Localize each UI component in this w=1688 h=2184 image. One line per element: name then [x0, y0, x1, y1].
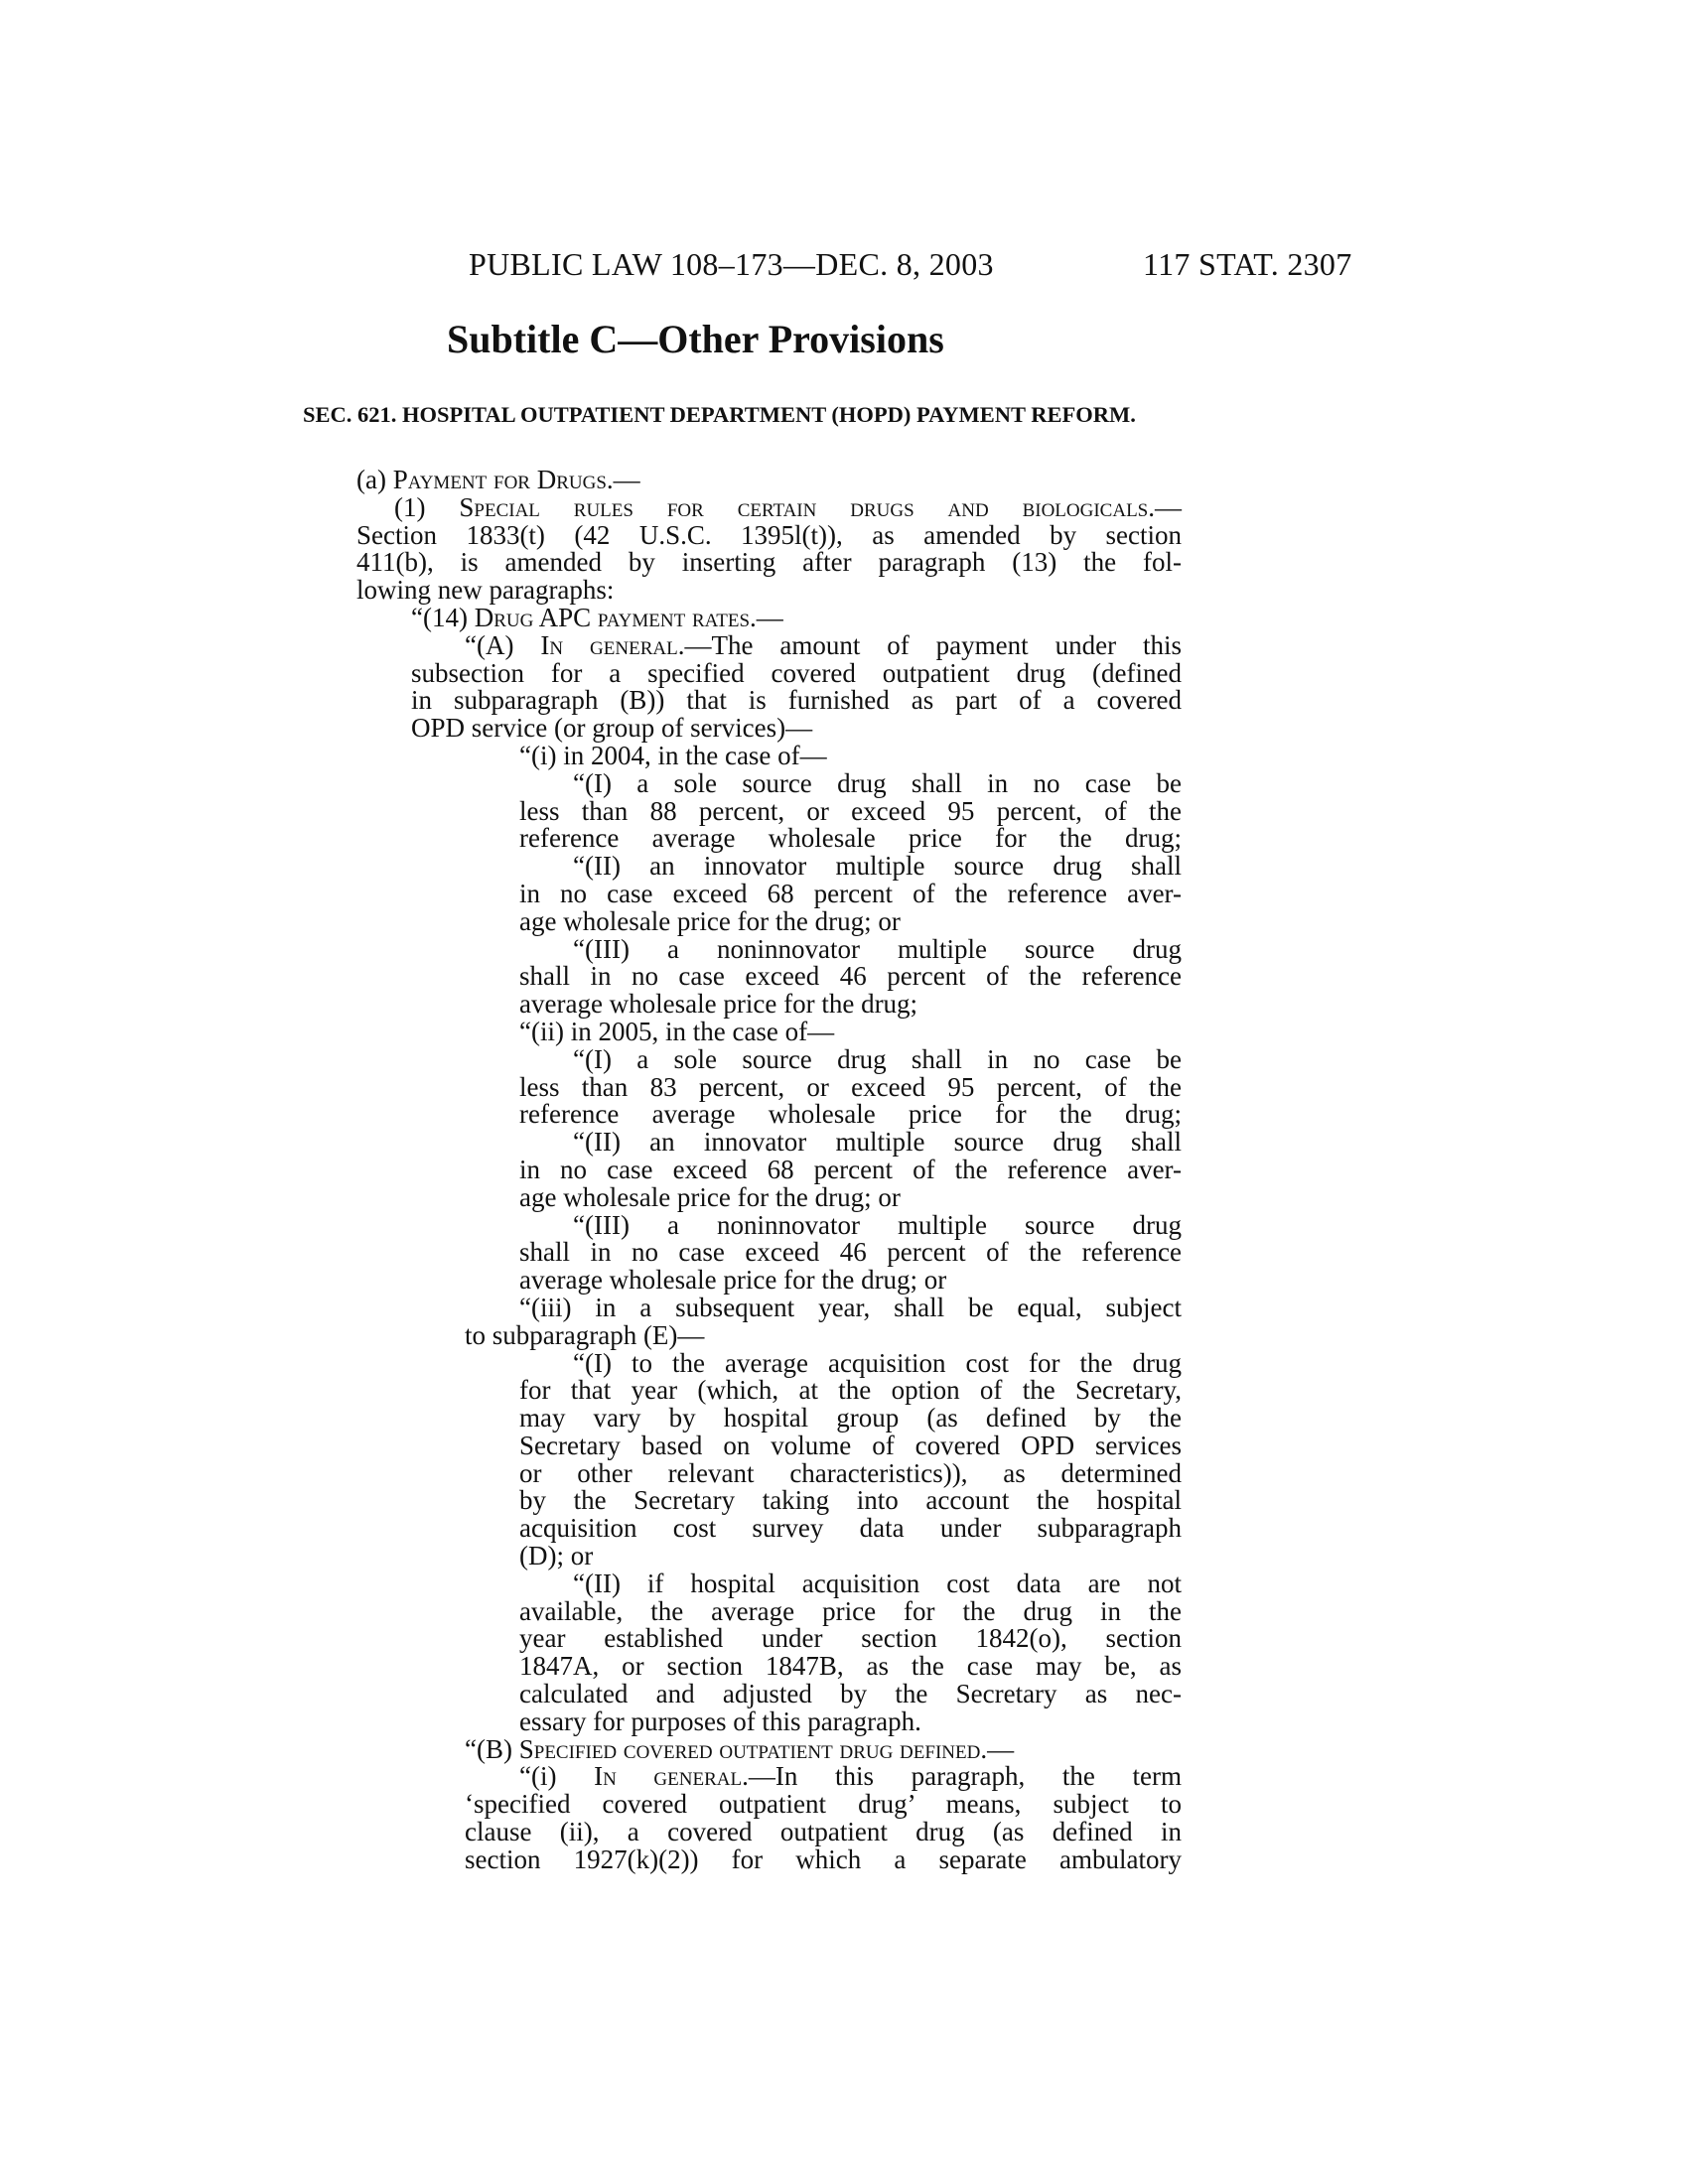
body-line: ‘specified covered outpatient drug’ means, subject to [465, 1789, 1182, 1820]
body-line: “(I) a sole source drug shall in no case be [573, 767, 1182, 798]
body-line: shall in no case exceed 46 percent of the reference [519, 1237, 1182, 1268]
running-header-page-number: 117 STAT. 2307 [1143, 246, 1352, 282]
body-line: less than 83 percent, or exceed 95 percent, of the [519, 1071, 1182, 1102]
body-line: by the Secretary taking into account the hospital [519, 1485, 1182, 1516]
body-line: essary for purposes of this paragraph. [519, 1706, 921, 1736]
body-line: (1) Special rules for certain drugs and biologicals.— [394, 491, 1183, 522]
body-line: to subparagraph (E)— [465, 1319, 705, 1350]
body-line: in no case exceed 68 percent of the reference aver- [519, 878, 1182, 908]
body-line: reference average wholesale price for the drug; [519, 1099, 1182, 1130]
body-line: shall in no case exceed 46 percent of the reference [519, 961, 1182, 992]
body-line: “(III) a noninnovator multiple source drug [573, 1209, 1182, 1240]
body-line: “(II) an innovator multiple source drug shall [573, 851, 1182, 882]
small-caps-heading: Drug APC payment rates. [474, 602, 757, 632]
body-line: in no case exceed 68 percent of the reference aver- [519, 1154, 1182, 1184]
body-line: “(B) Specified covered outpatient drug defined.— [465, 1733, 1015, 1764]
body-line: (a) Payment for Drugs.— [356, 465, 640, 494]
body-line: “(III) a noninnovator multiple source drug [573, 933, 1182, 964]
body-line: may vary by hospital group (as defined by the [519, 1403, 1182, 1433]
body-line: “(II) if hospital acquisition cost data are not [573, 1568, 1182, 1598]
running-header-title: PUBLIC LAW 108–173—DEC. 8, 2003 [469, 246, 994, 282]
subtitle-heading: Subtitle C—Other Provisions [447, 317, 944, 361]
body-line: “(ii) in 2005, in the case of— [519, 1016, 835, 1046]
body-line: “(A) In general.—The amount of payment under this [465, 629, 1182, 660]
body-line: acquisition cost survey data under subparagraph [519, 1513, 1182, 1544]
body-line: clause (ii), a covered outpatient drug (as defined in [465, 1817, 1182, 1847]
body-line: in subparagraph (B)) that is furnished as part of a covered [411, 685, 1182, 716]
small-caps-heading: Specified covered outpatient drug defined. [518, 1733, 988, 1764]
small-caps-heading: In general. [540, 629, 685, 660]
small-caps-heading: In general. [594, 1761, 749, 1792]
body-line: “(I) a sole source drug shall in no case be [573, 1043, 1182, 1074]
body-line: available, the average price for the drug in the [519, 1595, 1182, 1626]
body-line: section 1927(k)(2)) for which a separate ambulatory [465, 1843, 1182, 1874]
body-line: “(I) to the average acquisition cost for the drug [573, 1347, 1182, 1378]
body-line: Secretary based on volume of covered OPD services [519, 1430, 1182, 1460]
body-line: less than 88 percent, or exceed 95 percent, of the [519, 795, 1182, 826]
body-text [0, 467, 1688, 1874]
body-line: “(i) in 2004, in the case of— [519, 740, 827, 770]
body-line: 1847A, or section 1847B, as the case may be, as [519, 1651, 1182, 1682]
body-line: age wholesale price for the drug; or [519, 905, 901, 936]
body-line: average wholesale price for the drug; or [519, 1265, 947, 1296]
body-line: “(iii) in a subsequent year, shall be equal, subject [519, 1292, 1182, 1322]
body-line: OPD service (or group of services)— [411, 713, 813, 744]
body-line: average wholesale price for the drug; [519, 989, 918, 1020]
body-line: age wholesale price for the drug; or [519, 1181, 901, 1212]
body-line: for that year (which, at the option of the Secretary, [519, 1375, 1182, 1406]
body-line: Section 1833(t) (42 U.S.C. 1395l(t)), as amended by section [356, 519, 1182, 550]
body-line: (D); or [519, 1541, 594, 1571]
body-line: “(i) In general.—In this paragraph, the term [519, 1761, 1182, 1792]
body-line: reference average wholesale price for the drug; [519, 823, 1182, 854]
body-line: “(II) an innovator multiple source drug shall [573, 1127, 1182, 1158]
small-caps-heading: Payment for Drugs. [392, 465, 614, 494]
body-line: 411(b), is amended by inserting after paragraph (13) the fol- [356, 547, 1182, 578]
body-line: calculated and adjusted by the Secretary as nec- [519, 1679, 1182, 1709]
body-line: lowing new paragraphs: [356, 575, 615, 606]
body-line: year established under section 1842(o), section [519, 1623, 1182, 1654]
section-heading: SEC. 621. HOSPITAL OUTPATIENT DEPARTMENT (HOPD) PAYMENT REFORM. [303, 402, 1136, 427]
body-line: “(14) Drug APC payment rates.— [411, 602, 783, 632]
body-line: or other relevant characteristics)), as determined [519, 1457, 1182, 1488]
body-line: subsection for a specified covered outpatient drug (defined [411, 657, 1182, 688]
small-caps-heading: Special rules for certain drugs and biologicals. [459, 491, 1156, 522]
